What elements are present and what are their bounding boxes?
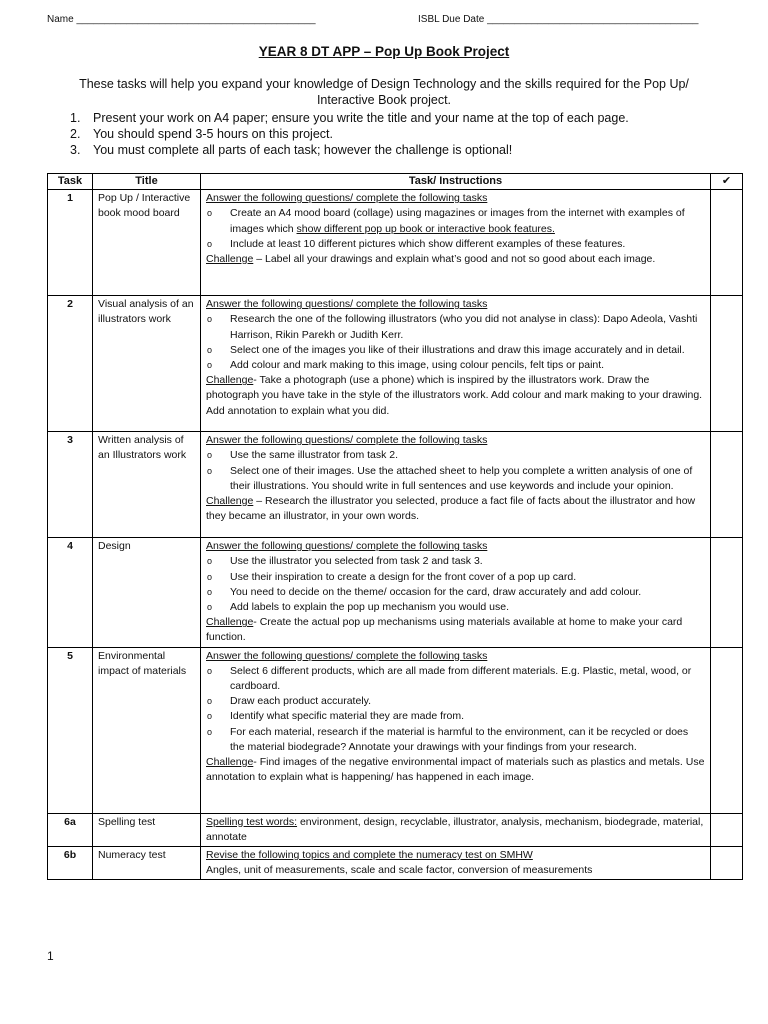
- bullet-text: [230, 464, 705, 494]
- bullet-text-part: Use the same illustrator from task 2.: [230, 449, 399, 462]
- bullet-marker: o: [207, 465, 213, 476]
- bullet-marker: o: [207, 344, 213, 355]
- instruction-number: 2.: [70, 127, 81, 141]
- challenge-separator: –: [253, 495, 265, 508]
- bullet-text: [230, 237, 705, 252]
- bullet-text-part: Use their inspiration to create a design for the front cover of a pop up card.: [230, 570, 577, 583]
- instructions-heading: Answer the following questions/ complete the following tasks: [206, 434, 488, 447]
- completion-checkbox[interactable]: [711, 847, 743, 880]
- task-title: Spelling test: [93, 813, 201, 846]
- task-number: 6a: [48, 813, 93, 846]
- bullet-text: [230, 694, 705, 709]
- instruction-text: Present your work on A4 paper; ensure you write the title and your name at the top of each page.: [93, 111, 629, 125]
- bullet-text-part: Include at least 10 different pictures which show different examples of these features.: [230, 237, 626, 250]
- challenge-separator: -: [253, 756, 260, 769]
- bullet-item: [206, 600, 705, 615]
- instruction-text: You should spend 3-5 hours on this project.: [93, 127, 333, 141]
- bullet-text: [230, 600, 705, 615]
- task-number: 1: [48, 190, 93, 296]
- task-instructions: [201, 647, 711, 813]
- table-row: [48, 847, 743, 880]
- completion-checkbox[interactable]: [711, 813, 743, 846]
- bullet-marker: o: [207, 696, 213, 707]
- task-title: Design: [93, 538, 201, 647]
- challenge-separator: -: [253, 374, 260, 387]
- bullet-text-part: Select 6 different products, which are all made from different materials. E.g. Plastic, metal, wood, or cardboard.: [230, 664, 692, 693]
- table-row: [48, 296, 743, 432]
- bullet-item: [206, 358, 705, 373]
- bullet-text-part: Use the illustrator you selected from task 2 and task 3.: [230, 555, 483, 568]
- page-number: 1: [47, 949, 54, 963]
- table-row: [48, 813, 743, 846]
- instruction-item: [70, 110, 710, 126]
- task-title: Environmental impact of materials: [93, 647, 201, 813]
- task-number: 3: [48, 432, 93, 538]
- table-row: [48, 538, 743, 647]
- task-number: 5: [48, 647, 93, 813]
- page-title: YEAR 8 DT APP – Pop Up Book Project: [258, 44, 510, 59]
- completion-checkbox[interactable]: [711, 647, 743, 813]
- instructions-list: [70, 110, 710, 158]
- bullet-text-part: Select one of the images you like of their illustrations and draw this image accurately and in detail.: [230, 343, 685, 356]
- bullet-marker: o: [207, 602, 213, 613]
- instructions-heading: Answer the following questions/ complete the following tasks: [206, 298, 488, 311]
- table-row: [48, 647, 743, 813]
- task-number: 2: [48, 296, 93, 432]
- bullet-item: [206, 206, 705, 236]
- task-instructions: [201, 813, 711, 846]
- task-title: Written analysis of an Illustrators work: [93, 432, 201, 538]
- task-table: [47, 173, 743, 880]
- bullet-text: [230, 448, 705, 463]
- bullet-item: [206, 237, 705, 252]
- bullet-text: [230, 343, 705, 358]
- bullet-marker: o: [207, 360, 213, 371]
- task-instructions: [201, 538, 711, 647]
- task-table-body: [48, 190, 743, 813]
- bullet-item: [206, 312, 705, 342]
- test-rows: [48, 813, 743, 880]
- task-number: 6b: [48, 847, 93, 880]
- numeracy-topics: Angles, unit of measurements, scale and scale factor, conversion of measurements: [206, 864, 593, 877]
- bullet-text-part: For each material, research if the material is harmful to the environment, can it be recycled or does the material biodegrade? Annotate your drawings with your findings from your research.: [230, 725, 689, 753]
- bullet-text: [230, 206, 705, 236]
- challenge-label: Challenge: [206, 616, 254, 629]
- bullet-text: [230, 725, 705, 755]
- challenge-text: [206, 494, 705, 524]
- bullet-item: [206, 694, 705, 709]
- bullet-text-part: Select one of their images. Use the attached sheet to help you complete a written analysis of one of their illustrations. You should write in full sentences and use keywords and include your opinion.: [230, 464, 693, 492]
- completion-checkbox[interactable]: [711, 538, 743, 647]
- bullet-text-part: Create an A4 mood board (collage) using magazines or images from the internet with examples of images which: [230, 207, 685, 235]
- challenge-text: [206, 615, 705, 645]
- bullet-marker: o: [207, 726, 213, 737]
- bullet-text: [230, 554, 705, 569]
- bullet-item: [206, 725, 705, 755]
- task-instructions: [201, 296, 711, 432]
- bullet-marker: o: [207, 238, 213, 249]
- instruction-number: 1.: [70, 111, 81, 125]
- bullet-text: [230, 585, 705, 600]
- bullet-item: [206, 448, 705, 463]
- bullet-item: [206, 464, 705, 494]
- task-instructions: [201, 190, 711, 296]
- bullet-text: [230, 358, 705, 373]
- challenge-body: Find images of the negative environmental impact of materials such as plastics and metals. Use annotation to explain what is happening/ has happened in each image.: [206, 756, 705, 784]
- bullet-text: [230, 709, 705, 724]
- bullet-text-underlined: show different pop up book or interactive book features.: [296, 222, 555, 235]
- challenge-label: Challenge: [206, 495, 254, 508]
- instruction-item: [70, 142, 710, 158]
- instruction-number: 3.: [70, 143, 81, 157]
- bullet-marker: o: [207, 586, 213, 597]
- task-title: Numeracy test: [93, 847, 201, 880]
- task-number: 4: [48, 538, 93, 647]
- col-header-task: Task: [48, 174, 93, 190]
- bullet-marker: o: [207, 665, 213, 676]
- bullet-text-part: You need to decide on the theme/ occasion for the card, draw accurately and add colour.: [230, 585, 642, 598]
- bullet-text-part: Add colour and mark making to this image, using colour pencils, felt tips or paint.: [230, 359, 605, 372]
- bullet-marker: o: [207, 711, 213, 722]
- bullet-text-part: Research the one of the following illustrators (who you did not analyse in class): Dapo Adeola, Vashti Harrison, Rikin Parekh or Judith Kerr.: [230, 313, 698, 341]
- col-header-checkmark: ✔: [711, 174, 743, 190]
- bullet-marker: o: [207, 314, 213, 325]
- due-date-field-label: ISBL Due Date ______________________________________: [418, 14, 699, 25]
- instructions-heading: Answer the following questions/ complete the following tasks: [206, 649, 488, 662]
- task-instructions: [201, 847, 711, 880]
- bullet-text-part: Identify what specific material they are made from.: [230, 710, 465, 723]
- bullet-text-part: Draw each product accurately.: [230, 695, 372, 708]
- table-row: [48, 432, 743, 538]
- instructions-heading: Answer the following questions/ complete the following tasks: [206, 192, 488, 205]
- challenge-separator: –: [253, 253, 265, 266]
- instruction-text: You must complete all parts of each task; however the challenge is optional!: [93, 143, 513, 157]
- intro-paragraph: These tasks will help you expand your knowledge of Design Technology and the skills required for the Pop Up/ Interactive Book project.: [79, 77, 689, 107]
- challenge-body: Label all your drawings and explain what’s good and not so good about each image.: [264, 253, 656, 266]
- bullet-item: [206, 664, 705, 694]
- challenge-body: Research the illustrator you selected, produce a fact file of facts about the illustrator and how they became an illustrator, in your own words.: [206, 495, 696, 523]
- numeracy-heading: Revise the following topics and complete the numeracy test on SMHW: [206, 849, 533, 862]
- col-header-title: Title: [93, 174, 201, 190]
- bullet-text: [230, 664, 705, 694]
- table-header-row: [48, 174, 743, 190]
- spelling-words-list: environment, design, recyclable, illustrator, analysis, mechanism, biodegrade, material, annotate: [206, 815, 704, 843]
- task-title: Pop Up / Interactive book mood board: [93, 190, 201, 296]
- challenge-label: Challenge: [206, 756, 254, 769]
- bullet-item: [206, 709, 705, 724]
- challenge-text: [206, 755, 705, 785]
- bullet-item: [206, 343, 705, 358]
- challenge-label: Challenge: [206, 374, 254, 387]
- bullet-marker: o: [207, 450, 213, 461]
- challenge-text: [206, 373, 705, 419]
- completion-checkbox[interactable]: [711, 190, 743, 296]
- bullet-marker: o: [207, 556, 213, 567]
- bullet-item: [206, 585, 705, 600]
- challenge-body: Take a photograph (use a phone) which is inspired by the illustrators work. Draw the photograph you have take in the style of the illustrators work. Add colour and mark making to your drawing. Add annotation to explain what you did.: [206, 374, 703, 417]
- completion-checkbox[interactable]: [711, 432, 743, 538]
- bullet-text: [230, 312, 705, 342]
- col-header-instructions: Task/ Instructions: [201, 174, 711, 190]
- bullet-text: [230, 570, 705, 585]
- challenge-separator: -: [253, 616, 260, 629]
- task-title: Visual analysis of an illustrators work: [93, 296, 201, 432]
- table-row: [48, 190, 743, 296]
- instructions-heading: Answer the following questions/ complete the following tasks: [206, 540, 488, 553]
- bullet-marker: o: [207, 208, 213, 219]
- bullet-text-part: Add labels to explain the pop up mechanism you would use.: [230, 601, 510, 614]
- instruction-item: [70, 126, 710, 142]
- bullet-marker: o: [207, 571, 213, 582]
- completion-checkbox[interactable]: [711, 296, 743, 432]
- bullet-item: [206, 570, 705, 585]
- challenge-label: Challenge: [206, 253, 254, 266]
- spelling-words-label: Spelling test words:: [206, 815, 298, 828]
- challenge-body: Create the actual pop up mechanisms using materials available at home to make your card function.: [206, 616, 683, 644]
- challenge-text: [206, 252, 705, 267]
- name-field-label: Name ___________________________________________: [47, 14, 316, 25]
- task-instructions: [201, 432, 711, 538]
- bullet-item: [206, 554, 705, 569]
